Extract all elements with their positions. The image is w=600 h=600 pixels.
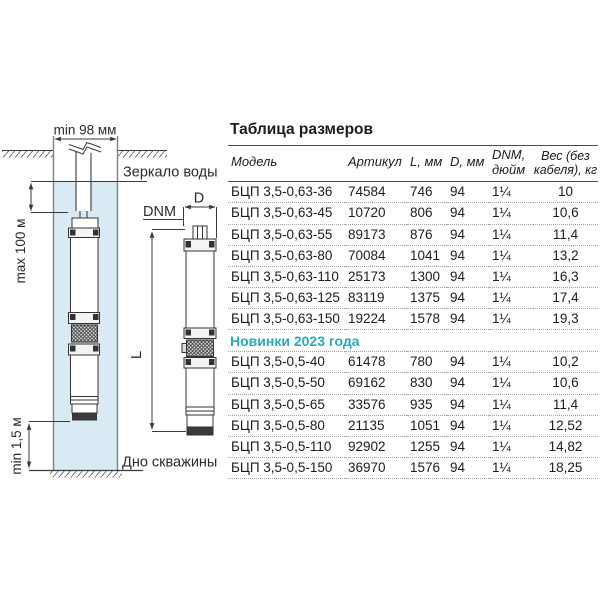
col-header-d-mm: D, мм <box>447 146 489 182</box>
col-header-articul: Артикул <box>345 146 407 182</box>
cell-articul: 69162 <box>345 373 407 394</box>
pump-standalone <box>182 226 216 435</box>
cell-dnm_inch: 1¼ <box>489 245 533 266</box>
cell-d_mm: 94 <box>447 288 489 309</box>
col-header-l-mm: L, мм <box>407 146 447 182</box>
cell-d_mm: 94 <box>447 352 489 373</box>
min-width-label: min 98 мм <box>53 122 117 138</box>
max-depth-label: max 100 м <box>13 218 28 284</box>
cell-articul: 10720 <box>345 203 407 224</box>
table-header-row <box>228 146 598 182</box>
cell-d_mm: 94 <box>447 266 489 287</box>
table-row <box>228 415 598 436</box>
size-table <box>228 145 598 479</box>
cell-model: БЦП 3,5-0,63-125 <box>228 288 345 309</box>
cell-articul: 74584 <box>345 182 407 203</box>
cell-weight_kg: 16,3 <box>533 266 598 287</box>
cell-model: БЦП 3,5-0,63-110 <box>228 266 345 287</box>
cell-d_mm: 94 <box>447 309 489 330</box>
cell-model: БЦП 3,5-0,5-50 <box>228 373 345 394</box>
table-row <box>228 203 598 224</box>
cell-articul: 83119 <box>345 288 407 309</box>
cell-weight_kg: 11,4 <box>533 394 598 415</box>
well-bottom-hatch <box>50 471 122 478</box>
size-table-section <box>228 111 598 479</box>
cell-weight_kg: 13,2 <box>533 245 598 266</box>
min-clearance-label: min 1,5 м <box>9 417 24 475</box>
cell-dnm_inch: 1¼ <box>489 309 533 330</box>
cell-articul: 89173 <box>345 224 407 245</box>
cell-articul: 92902 <box>345 437 407 458</box>
cell-dnm_inch: 1¼ <box>489 203 533 224</box>
cell-weight_kg: 17,4 <box>533 288 598 309</box>
cell-d_mm: 94 <box>447 224 489 245</box>
table-row <box>228 309 598 330</box>
table-section-heading: Новинки 2023 года <box>228 330 598 352</box>
cell-model: БЦП 3,5-0,63-150 <box>228 309 345 330</box>
table-section-heading-row <box>228 330 598 352</box>
cell-dnm_inch: 1¼ <box>489 458 533 479</box>
cell-model: БЦП 3,5-0,63-55 <box>228 224 345 245</box>
cell-dnm_inch: 1¼ <box>489 266 533 287</box>
water-level-label: Зеркало воды <box>123 164 218 181</box>
table-row <box>228 245 598 266</box>
table-row <box>228 373 598 394</box>
cell-l_mm: 806 <box>407 203 447 224</box>
cell-d_mm: 94 <box>447 373 489 394</box>
cell-l_mm: 1375 <box>407 288 447 309</box>
cell-weight_kg: 14,82 <box>533 437 598 458</box>
col-header-model: Модель <box>228 146 345 182</box>
cell-weight_kg: 10,6 <box>533 373 598 394</box>
cell-l_mm: 1578 <box>407 309 447 330</box>
cell-dnm_inch: 1¼ <box>489 437 533 458</box>
cell-weight_kg: 10,2 <box>533 352 598 373</box>
cell-model: БЦП 3,5-0,63-45 <box>228 203 345 224</box>
cell-l_mm: 830 <box>407 373 447 394</box>
cell-l_mm: 876 <box>407 224 447 245</box>
pipe-break-icon <box>69 143 101 155</box>
cell-dnm_inch: 1¼ <box>489 373 533 394</box>
cell-l_mm: 1300 <box>407 266 447 287</box>
col-header-weight: Вес (без кабеля), кг <box>533 146 598 182</box>
l-dim-label: L <box>128 350 145 360</box>
cell-model: БЦП 3,5-0,63-36 <box>228 182 345 203</box>
cell-l_mm: 1051 <box>407 415 447 436</box>
cell-dnm_inch: 1¼ <box>489 394 533 415</box>
cell-d_mm: 94 <box>447 415 489 436</box>
dnm-dim-label: DNM <box>143 204 177 220</box>
cell-l_mm: 746 <box>407 182 447 203</box>
cell-model: БЦП 3,5-0,5-110 <box>228 437 345 458</box>
cell-d_mm: 94 <box>447 203 489 224</box>
table-row <box>228 224 598 245</box>
cell-d_mm: 94 <box>447 458 489 479</box>
cell-weight_kg: 12,52 <box>533 415 598 436</box>
table-row <box>228 458 598 479</box>
cell-l_mm: 1255 <box>407 437 447 458</box>
col-header-dnm-inch: DNM, дюйм <box>489 146 533 182</box>
cell-weight_kg: 11,4 <box>533 224 598 245</box>
cell-articul: 33576 <box>345 394 407 415</box>
cell-d_mm: 94 <box>447 182 489 203</box>
pump-in-well <box>69 211 100 420</box>
cell-articul: 70084 <box>345 245 407 266</box>
table-row <box>228 437 598 458</box>
cell-d_mm: 94 <box>447 437 489 458</box>
cell-weight_kg: 10,6 <box>533 203 598 224</box>
cell-articul: 21135 <box>345 415 407 436</box>
cell-model: БЦП 3,5-0,5-150 <box>228 458 345 479</box>
cell-articul: 19224 <box>345 309 407 330</box>
cell-model: БЦП 3,5-0,5-40 <box>228 352 345 373</box>
cell-l_mm: 780 <box>407 352 447 373</box>
cell-weight_kg: 19,3 <box>533 309 598 330</box>
table-row <box>228 182 598 203</box>
table-row <box>228 394 598 415</box>
cell-d_mm: 94 <box>447 394 489 415</box>
cell-dnm_inch: 1¼ <box>489 288 533 309</box>
cell-dnm_inch: 1¼ <box>489 415 533 436</box>
cell-dnm_inch: 1¼ <box>489 352 533 373</box>
cell-weight_kg: 18,25 <box>533 458 598 479</box>
cell-dnm_inch: 1¼ <box>489 182 533 203</box>
cell-d_mm: 94 <box>447 245 489 266</box>
table-row <box>228 352 598 373</box>
cell-l_mm: 1041 <box>407 245 447 266</box>
cell-articul: 36970 <box>345 458 407 479</box>
size-table-body <box>228 182 598 479</box>
cell-weight_kg: 10 <box>533 182 598 203</box>
ground-hatch-right <box>118 151 167 158</box>
cell-l_mm: 935 <box>407 394 447 415</box>
cell-model: БЦП 3,5-0,63-80 <box>228 245 345 266</box>
table-row <box>228 266 598 287</box>
table-title: Таблица размеров <box>230 121 374 138</box>
cell-articul: 61478 <box>345 352 407 373</box>
cell-l_mm: 1576 <box>407 458 447 479</box>
d-dim-label: D <box>193 190 205 207</box>
cell-model: БЦП 3,5-0,5-80 <box>228 415 345 436</box>
cell-dnm_inch: 1¼ <box>489 224 533 245</box>
well-bottom-label: Дно скважины <box>122 454 218 471</box>
ground-hatch-left <box>2 151 53 158</box>
table-row <box>228 288 598 309</box>
cell-model: БЦП 3,5-0,5-65 <box>228 394 345 415</box>
cell-articul: 25173 <box>345 266 407 287</box>
